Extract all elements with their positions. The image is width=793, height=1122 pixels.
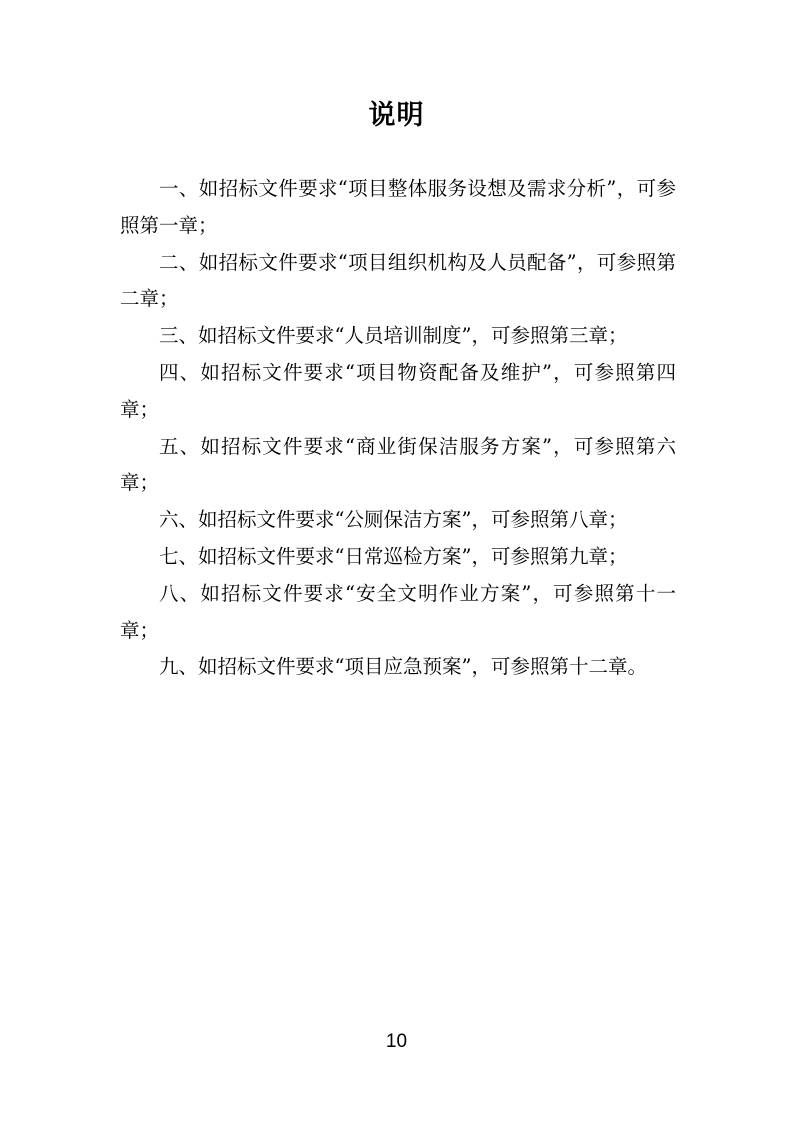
paragraph-4: 四、如招标文件要求“项目物资配备及维护”，可参照第四章； bbox=[120, 360, 676, 421]
paragraph-8: 八、如招标文件要求“安全文明作业方案”，可参照第十一章； bbox=[120, 581, 676, 642]
page-title: 说明 bbox=[368, 100, 425, 131]
paragraph-9: 九、如招标文件要求“项目应急预案”，可参照第十二章。 bbox=[159, 655, 647, 679]
paragraph-5: 五、如招标文件要求“商业街保洁服务方案”，可参照第六章； bbox=[120, 434, 676, 495]
document-body bbox=[120, 171, 676, 686]
paragraph-3: 三、如招标文件要求“人员培训制度”，可参照第三章； bbox=[159, 324, 628, 348]
paragraph-1: 一、如招标文件要求“项目整体服务设想及需求分析”，可参照第一章； bbox=[120, 177, 676, 237]
paragraph-7: 七、如招标文件要求“日常巡检方案”，可参照第九章； bbox=[159, 544, 628, 568]
paragraph-2: 二、如招标文件要求“项目组织机构及人员配备”，可参照第二章； bbox=[120, 250, 676, 311]
paragraph-6: 六、如招标文件要求“公厕保洁方案”，可参照第八章； bbox=[159, 508, 628, 532]
page-number: 10 bbox=[385, 1031, 408, 1052]
